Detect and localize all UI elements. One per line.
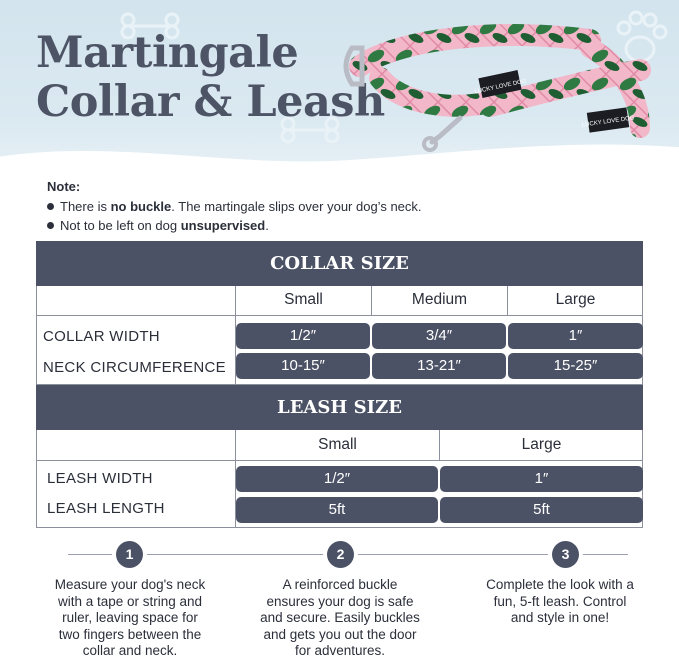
collar-size-table [36,286,643,385]
value-neck-large: 15-25″ [508,353,643,379]
value-leash-length-small: 5ft [236,497,438,523]
row-label-leash-length: LEASH LENGTH [47,500,165,517]
bullet-icon [47,203,54,210]
column-header-medium: Medium [411,291,468,308]
note-heading: Note: [47,179,81,194]
step-3-number: 3 [552,541,579,568]
header-wave [0,138,679,175]
step-2-number: 2 [327,541,354,568]
hero-banner [0,0,679,175]
svg-text:LUCKY LOVE DOG: LUCKY LOVE DOG [581,115,635,129]
svg-text:LUCKY LOVE DOG: LUCKY LOVE DOG [474,78,528,96]
value-leash-width-large: 1″ [440,466,643,492]
column-header-small: Small [284,291,323,308]
value-leash-length-large: 5ft [440,497,643,523]
row-label-leash-width: LEASH WIDTH [47,470,153,487]
column-header-large: Large [521,436,562,453]
collar-size-header: COLLAR SIZE [36,241,643,286]
leash-size-header: LEASH SIZE [36,385,643,430]
step-2-text: A reinforced buckle ensures your dog is safe and secure. Easily buckles and gets you out the door for adventures. [260,577,420,658]
step-1-text: Measure your dog's neck with a tape or string and ruler, leaving space for two fingers between the collar and neck. [54,577,206,658]
leash-size-table [36,430,643,528]
row-label-neck-circumference: NECK CIRCUMFERENCE [43,359,226,376]
value-leash-width-small: 1/2″ [236,466,438,492]
page-title-line-2: Collar & Leash [36,77,385,127]
note-line-no-buckle: There is no buckle. The martingale slips over your dog’s neck. [47,199,422,214]
column-header-small: Small [318,436,357,453]
row-label-collar-width: COLLAR WIDTH [43,328,160,345]
value-neck-medium: 13-21″ [372,353,506,379]
column-header-large: Large [555,291,596,308]
note-line-unsupervised: Not to be left on dog unsupervised. [47,218,269,233]
collar-and-leash-image [340,18,660,158]
bullet-icon [47,222,54,229]
value-neck-small: 10-15″ [236,353,370,379]
value-collar-width-medium: 3/4″ [372,323,506,349]
page-title-line-1: Martingale [36,28,299,78]
value-collar-width-large: 1″ [508,323,643,349]
value-collar-width-small: 1/2″ [236,323,370,349]
step-3-text: Complete the look with a fun, 5-ft leash. Control and style in one! [486,577,634,625]
step-1-number: 1 [116,541,143,568]
